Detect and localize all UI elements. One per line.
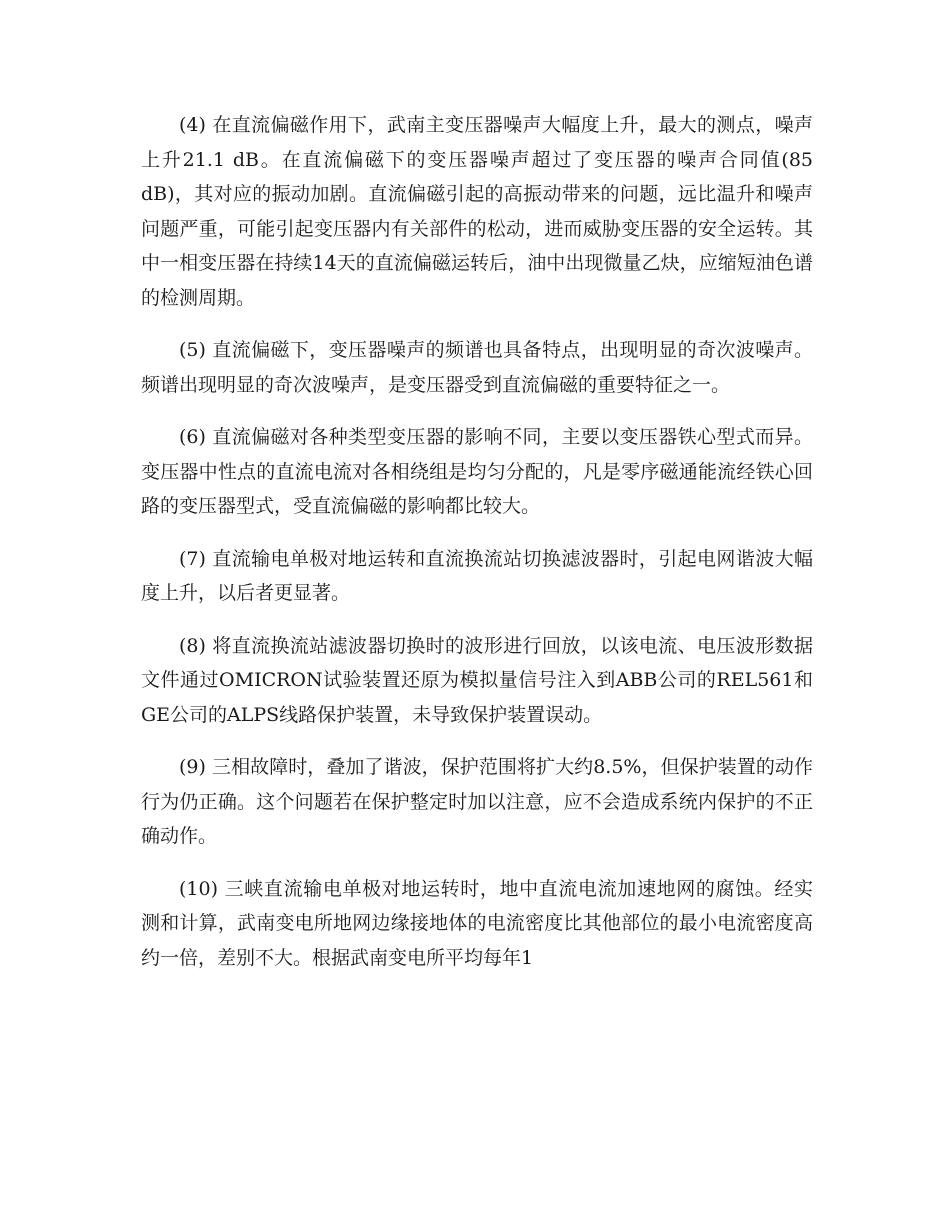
paragraph-6: (6) 直流偏磁对各种类型变压器的影响不同，主要以变压器铁心型式而异。变压器中性点的直流电流对各相绕组是均匀分配的，凡是零序磁通能流经铁心回路的变压器型式，受直流偏磁的影响都比较大。 (141, 426, 813, 517)
paragraph-8: (8) 将直流换流站滤波器切换时的波形进行回放，以该电流、电压波形数据文件通过OMICRON试验装置还原为模拟量信号注入到ABB公司的REL561和GE公司的ALPS线路保护装置，未导致保护装置误动。 (141, 634, 813, 726)
paragraph-9: (9) 三相故障时，叠加了谐波，保护范围将扩大约8.5%，但保护装置的动作行为仍正确。这个问题若在保护整定时加以注意，应不会造成系统内保护的不正确动作。 (141, 756, 813, 847)
document-body (141, 108, 820, 993)
paragraph-5: (5) 直流偏磁下，变压器噪声的频谱也具备特点，出现明显的奇次波噪声。频谱出现明显的奇次波噪声，是变压器受到直流偏磁的重要特征之一。 (141, 339, 813, 396)
paragraph-4: (4) 在直流偏磁作用下，武南主变压器噪声大幅度上升，最大的测点，噪声上升21.1 dB。在直流偏磁下的变压器噪声超过了变压器的噪声合同值(85 dB)，其对应的振动加剧。直流偏磁引起的高振动带来的问题，远比温升和噪声问题严重，可能引起变压器内有关部件的松动，进而威胁变压器的安全运转。其中一相变压器在持续14天的直流偏磁运转后，油中出现微量乙炔，应缩短油色谱的检测周期。 (141, 114, 820, 309)
paragraph-10: (10) 三峡直流输电单极对地运转时，地中直流电流加速地网的腐蚀。经实测和计算，武南变电所地网边缘接地体的电流密度比其他部位的最小电流密度高约一倍，差别不大。根据武南变电所平均每年1 (141, 877, 813, 969)
paragraph-7: (7) 直流输电单极对地运转和直流换流站切换滤波器时，引起电网谐波大幅度上升，以后者更显著。 (141, 547, 813, 604)
